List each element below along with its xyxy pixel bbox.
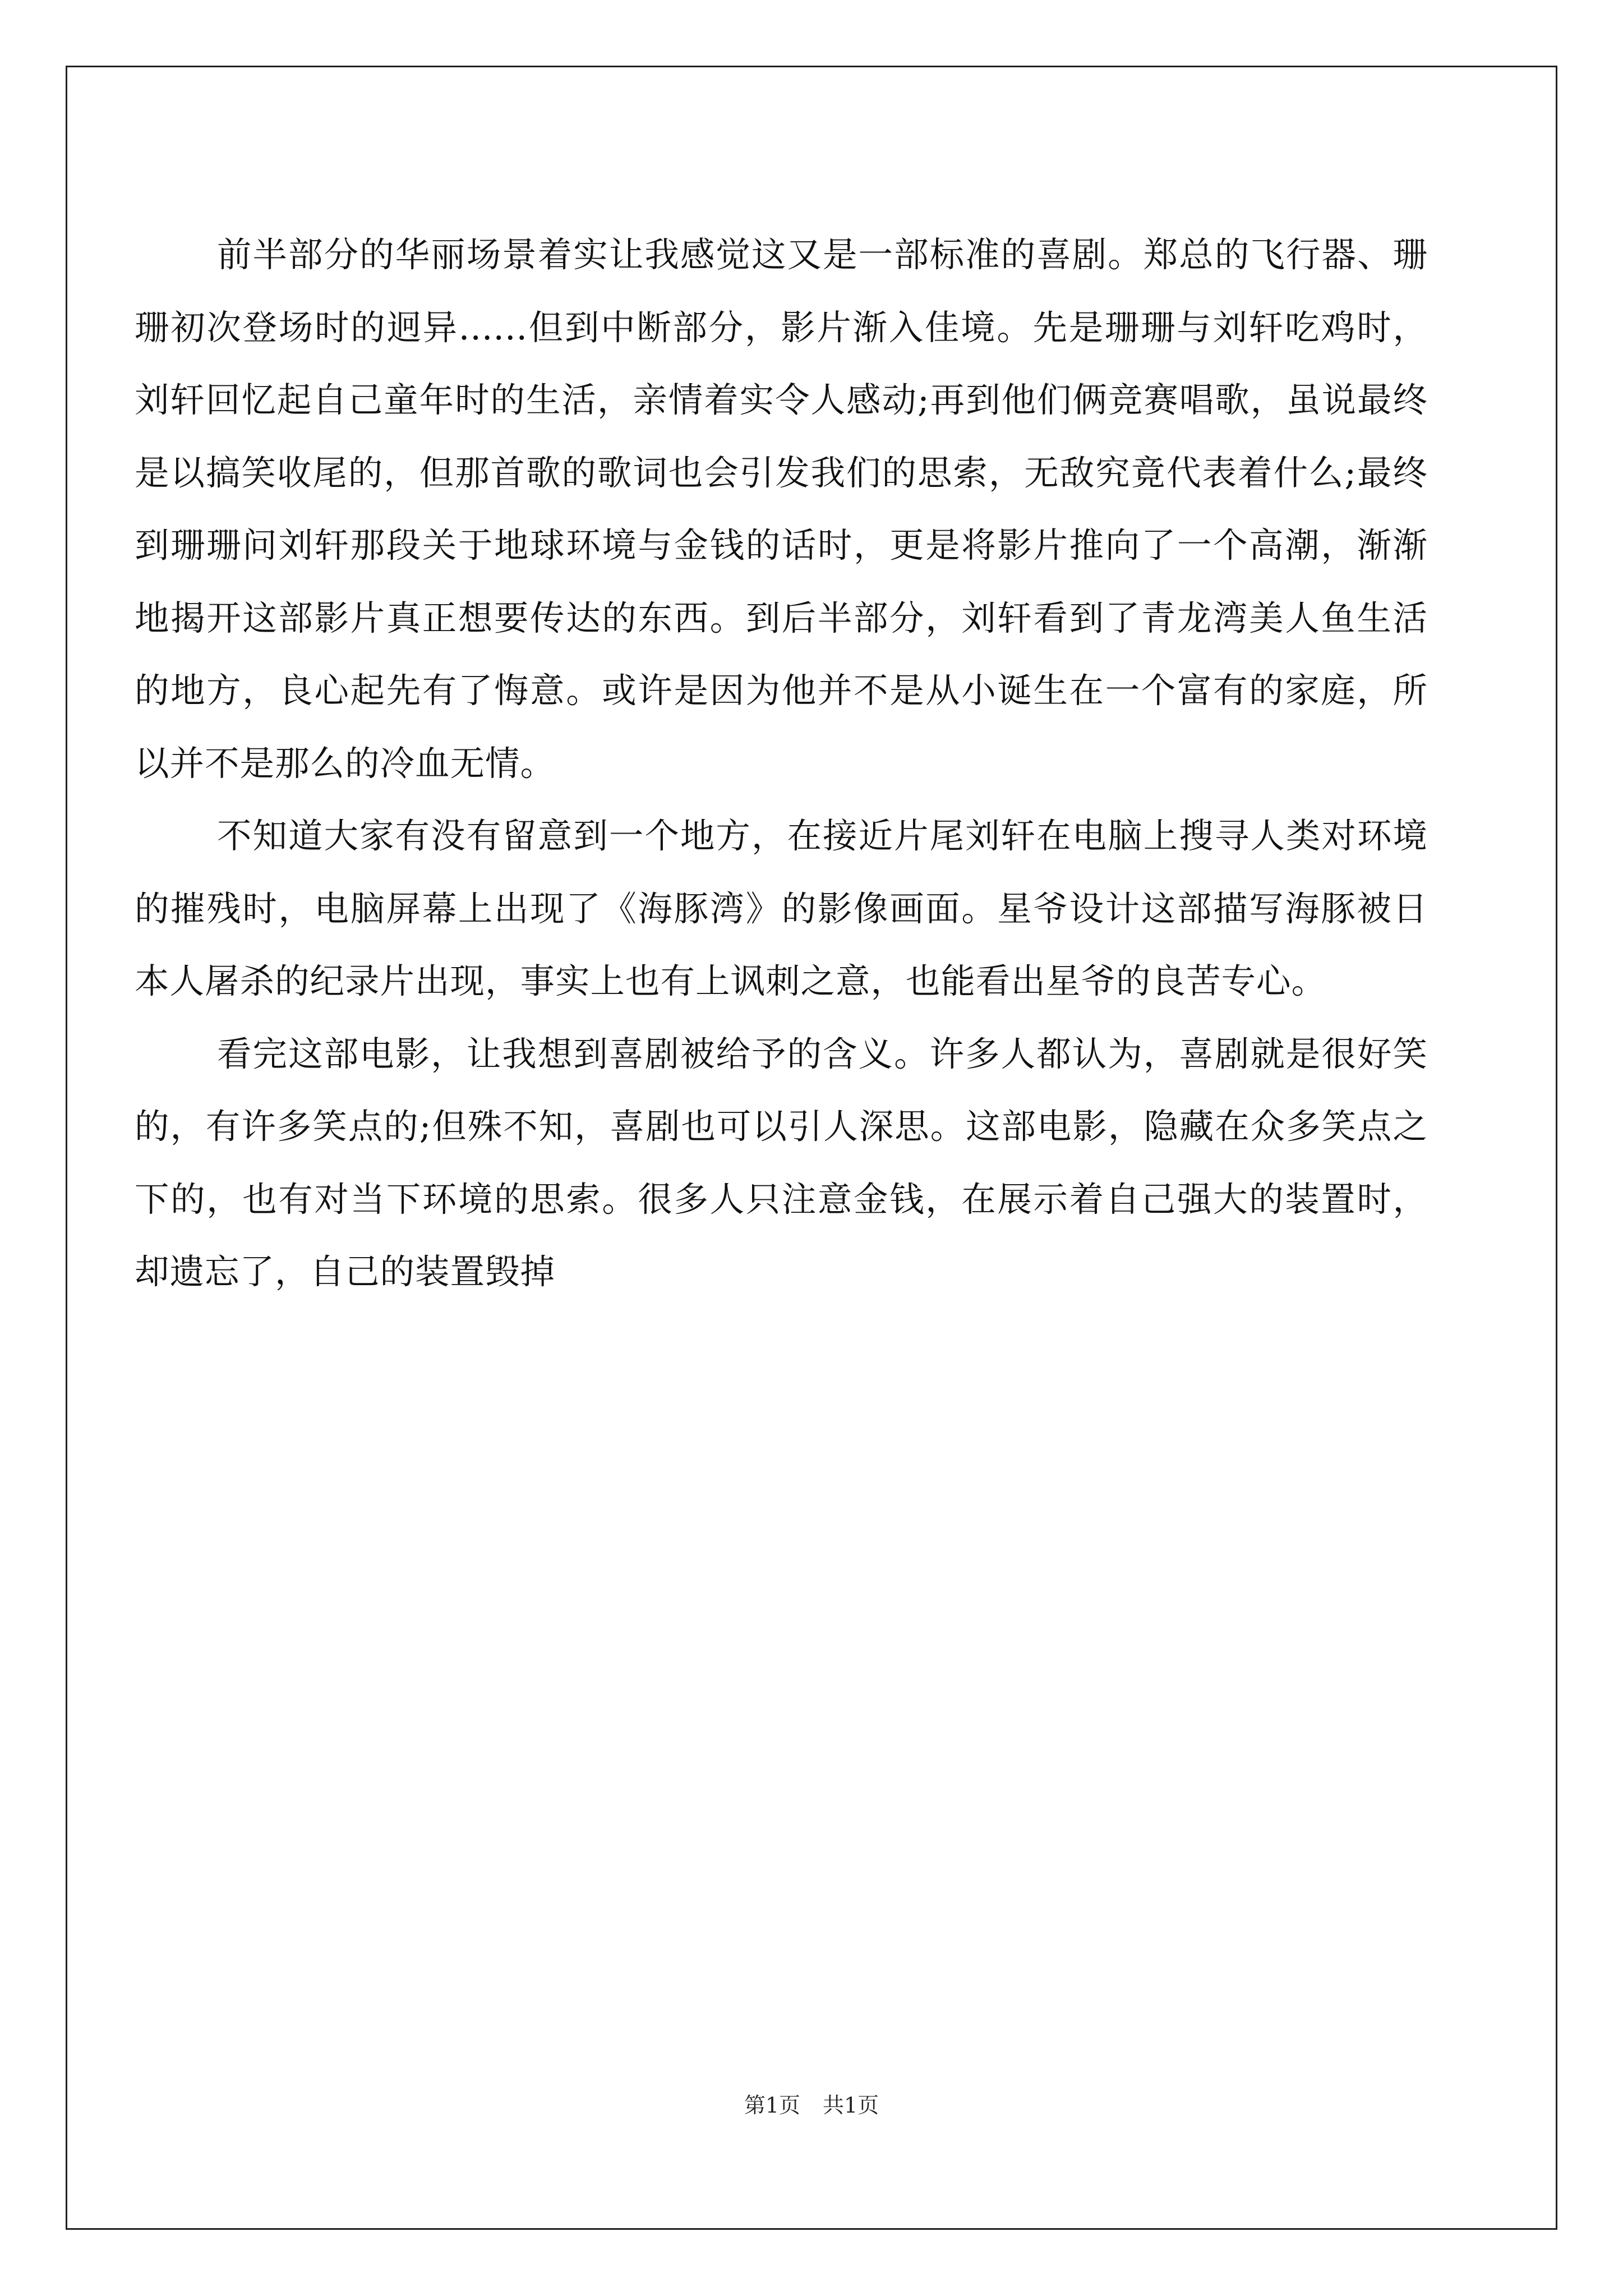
paragraph-2: 不知道大家有没有留意到一个地方，在接近片尾刘轩在电脑上搜寻人类对环境的摧残时，电脑屏幕上出现了《海豚湾》的影像画面。星爷设计这部描写海豚被日本人屠杀的纪录片出现，事实上也有上讽刺之意，也能看出星爷的良苦专心。: [135, 816, 1428, 1001]
document-body: [135, 219, 1428, 1309]
paragraph-1: 前半部分的华丽场景着实让我感觉这又是一部标准的喜剧。郑总的飞行器、珊珊初次登场时的迥异......但到中断部分，影片渐入佳境。先是珊珊与刘轩吃鸡时，刘轩回忆起自己童年时的生活，亲情着实令人感动;再到他们俩竞赛唱歌，虽说最终是以搞笑收尾的，但那首歌的歌词也会引发我们的思索，无敌究竟代表着什么;最终到珊珊问刘轩那段关于地球环境与金钱的话时，更是将影片推向了一个高潮，渐渐地揭开这部影片真正想要传达的东西。到后半部分，刘轩看到了青龙湾美人鱼生活的地方，良心起先有了悔意。或许是因为他并不是从小诞生在一个富有的家庭，所以并不是那么的冷血无情。: [135, 234, 1428, 784]
paragraph-3: 看完这部电影，让我想到喜剧被给予的含义。许多人都认为，喜剧就是很好笑的，有许多笑点的;但殊不知，喜剧也可以引人深思。这部电影，隐藏在众多笑点之下的，也有对当下环境的思索。很多人只注意金钱，在展示着自己强大的装置时，却遗忘了，自己的装置毁掉: [135, 1033, 1428, 1292]
page-number: 第1页: [744, 2093, 800, 2118]
page-total: 共1页: [823, 2093, 879, 2118]
page-footer: [0, 2091, 1623, 2119]
